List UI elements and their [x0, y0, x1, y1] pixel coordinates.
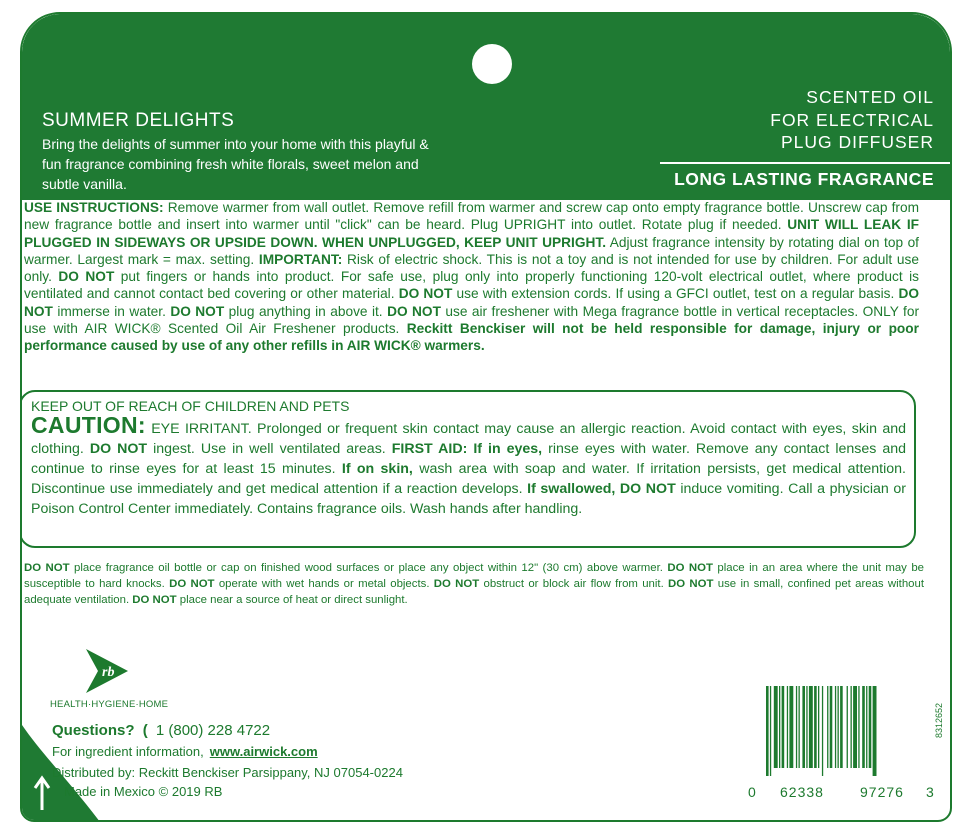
- rb-logo-text: rb: [102, 665, 115, 680]
- barcode-bar: [869, 686, 872, 768]
- usage-bold: IMPORTANT:: [258, 251, 343, 267]
- product-name: SUMMER DELIGHTS: [42, 110, 235, 131]
- barcode-bar: [809, 686, 813, 768]
- usage-bold: DO NOT: [387, 303, 441, 319]
- usage-bold: Reckitt Benckiser will not be held responsible for damage, injury or poor performance caused by use of any other refills in AIR WICK® warmers.: [24, 321, 919, 354]
- barcode-bar: [835, 686, 836, 768]
- usage-text: Adjust fragrance intensity by rotating dial on top of warmer. Largest mark = max. setting.: [24, 234, 919, 267]
- barcode-bar: [818, 686, 819, 768]
- barcode-bar: [838, 686, 839, 768]
- barcode-bar: [827, 686, 828, 768]
- barcode-bar: [853, 686, 857, 768]
- usage-text: Remove warmer from wall outlet. Remove refill from warmer and screw cap onto empty fragrance bottle. Unscrew cap from new fragrance bottle and insert into warmer until "click" can be heard. Plug UPRIGHT into outlet. Rotate plug if needed.: [24, 200, 919, 233]
- barcode-bar: [847, 686, 848, 768]
- use-instructions-heading: USE INSTRUCTIONS:: [24, 200, 164, 215]
- usage-bold: DO NOT: [170, 303, 225, 319]
- phone-number[interactable]: 1 (800) 228 4722: [155, 722, 271, 739]
- long-lasting-label: LONG LASTING FRAGRANCE: [674, 169, 934, 189]
- caution-bold: DO NOT: [89, 441, 148, 457]
- caution-bold: If swallowed, DO NOT: [527, 481, 676, 497]
- barcode-bar: [806, 686, 807, 768]
- caution-body: rinse eyes with water. Remove any contact lenses and continue to rinse eyes for at least 15 minutes.: [31, 441, 906, 477]
- ingredient-label: For ingredient information,: [52, 744, 204, 759]
- barcode-bar: [802, 686, 805, 768]
- barcode-bar: [866, 686, 867, 768]
- placement-bold: DO NOT: [667, 562, 713, 574]
- usage-bold: UNIT WILL LEAK IF PLUGGED IN SIDEWAYS OR UPSIDE DOWN. WHEN UNPLUGGED, KEEP UNIT UPRIGHT.: [24, 217, 919, 250]
- header-band: [22, 14, 950, 200]
- barcode-bar: [796, 686, 797, 768]
- company-tagline: HEALTH·HYGIENE·HOME: [50, 699, 169, 710]
- usage-text: put fingers or hands into product. For safe use, plug only into properly functioning 120-volt electrical outlet, where product is ventilated and cannot contact bed covering or other material.: [24, 269, 919, 302]
- caution-body: EYE IRRITANT. Prolonged or frequent skin contact may cause an allergic reaction. Avoid contact with eyes, skin and clothing.: [31, 421, 906, 457]
- use-instructions: [24, 199, 919, 355]
- barcode-bar: [787, 686, 788, 768]
- barcode-group-2: 97276: [860, 784, 904, 800]
- phone-icon: (: [142, 722, 148, 739]
- caution-box: [20, 390, 916, 548]
- placement-warnings: [24, 560, 924, 608]
- barcode-bar: [840, 686, 843, 768]
- placement-text: operate with wet hands or metal objects.: [214, 578, 434, 590]
- ingredient-line: [52, 744, 318, 759]
- caution-body: ingest. Use in well ventilated areas.: [147, 441, 392, 457]
- barcode-bar: [851, 686, 852, 768]
- barcode-bar: [782, 686, 785, 768]
- rb-logo-icon: [84, 647, 130, 695]
- barcode: [762, 686, 930, 776]
- caution-text: [31, 412, 906, 519]
- usage-text: plug anything in above it.: [224, 303, 388, 319]
- caution-bold: FIRST AID: If in eyes,: [391, 441, 543, 457]
- placement-text: place fragrance oil bottle or cap on finished wood surfaces or place any object within 12" (30 cm) above warmer.: [69, 562, 668, 574]
- caution-body: wash area with soap and water. If irritation persists, get medical attention. Discontinue use immediately and get medical attention if a reaction develops.: [31, 461, 906, 497]
- placement-text: use in small, confined pet areas without adequate ventilation.: [24, 578, 925, 606]
- barcode-bar: [770, 686, 771, 776]
- product-type-line-3: PLUG DIFFUSER: [780, 132, 934, 152]
- placement-text: obstruct or block air flow from unit.: [479, 578, 669, 590]
- package-back-card: [20, 12, 952, 822]
- product-type-line-2: FOR ELECTRICAL: [770, 109, 934, 130]
- product-description: Bring the delights of summer into your home with this playful & fun fragrance combining fresh white florals, sweet melon and subtle vanilla.: [42, 136, 429, 192]
- usage-text: use with extension cords. If using a GFCI outlet, test on a regular basis.: [452, 286, 899, 302]
- barcode-bar: [766, 686, 769, 776]
- barcode-digit-left: 0: [748, 784, 756, 800]
- caution-label: CAUTION:: [31, 412, 146, 438]
- barcode-bar: [862, 686, 865, 768]
- usage-text: Risk of electric shock. This is not a toy and is not intended for use by children. For adult use only.: [24, 251, 919, 285]
- questions-line: [52, 722, 270, 739]
- placement-bold: DO NOT: [24, 562, 70, 574]
- barcode-bar: [830, 686, 833, 768]
- placement-text: place in an area where the unit may be susceptible to hard knocks.: [24, 562, 925, 590]
- placement-bold: DO NOT: [132, 594, 177, 606]
- barcode-bar: [873, 686, 877, 776]
- made-in-info: Made in Mexico © 2019 RB: [64, 784, 223, 799]
- placement-bold: DO NOT: [668, 578, 714, 590]
- barcode-bar: [774, 686, 778, 768]
- placement-text: place near a source of heat or direct sunlight.: [176, 594, 408, 606]
- placement-bold: DO NOT: [169, 578, 215, 590]
- barcode-bar: [822, 686, 823, 776]
- caution-bold: If on skin,: [341, 461, 413, 477]
- side-code: 8312652: [934, 702, 944, 738]
- barcode-bar: [799, 686, 800, 768]
- hang-hole: [472, 44, 512, 84]
- product-type-line-1: SCENTED OIL: [806, 87, 934, 107]
- product-type: [634, 86, 934, 154]
- barcode-bar: [779, 686, 780, 768]
- questions-label: Questions?: [52, 722, 135, 739]
- website-link[interactable]: www.airwick.com: [209, 744, 318, 759]
- barcode-bar: [789, 686, 793, 768]
- usage-bold: DO NOT: [58, 269, 115, 285]
- usage-bold: DO NOT: [24, 286, 919, 319]
- barcode-digit-right: 3: [926, 784, 934, 800]
- distributor-info: Distributed by: Reckitt Benckiser Parsippany, NJ 07054-0224: [52, 765, 403, 780]
- usage-text: immerse in water.: [52, 303, 171, 319]
- barcode-bar: [814, 686, 817, 768]
- keep-out-of-reach: KEEP OUT OF REACH OF CHILDREN AND PETS: [31, 398, 350, 414]
- usage-text: use air freshener with Mega fragrance bottle in vertical receptacles. ONLY for use with AIR WICK® Scented Oil Air Freshener products.: [24, 303, 919, 337]
- caution-body: induce vomiting. Call a physician or Poison Control Center immediately. Contains fragrance oils. Wash hands after handling.: [31, 481, 906, 517]
- header-divider: [660, 162, 950, 164]
- barcode-group-1: 62338: [780, 784, 824, 800]
- usage-bold: DO NOT: [398, 286, 453, 302]
- placement-bold: DO NOT: [433, 578, 480, 590]
- barcode-bar: [858, 686, 859, 768]
